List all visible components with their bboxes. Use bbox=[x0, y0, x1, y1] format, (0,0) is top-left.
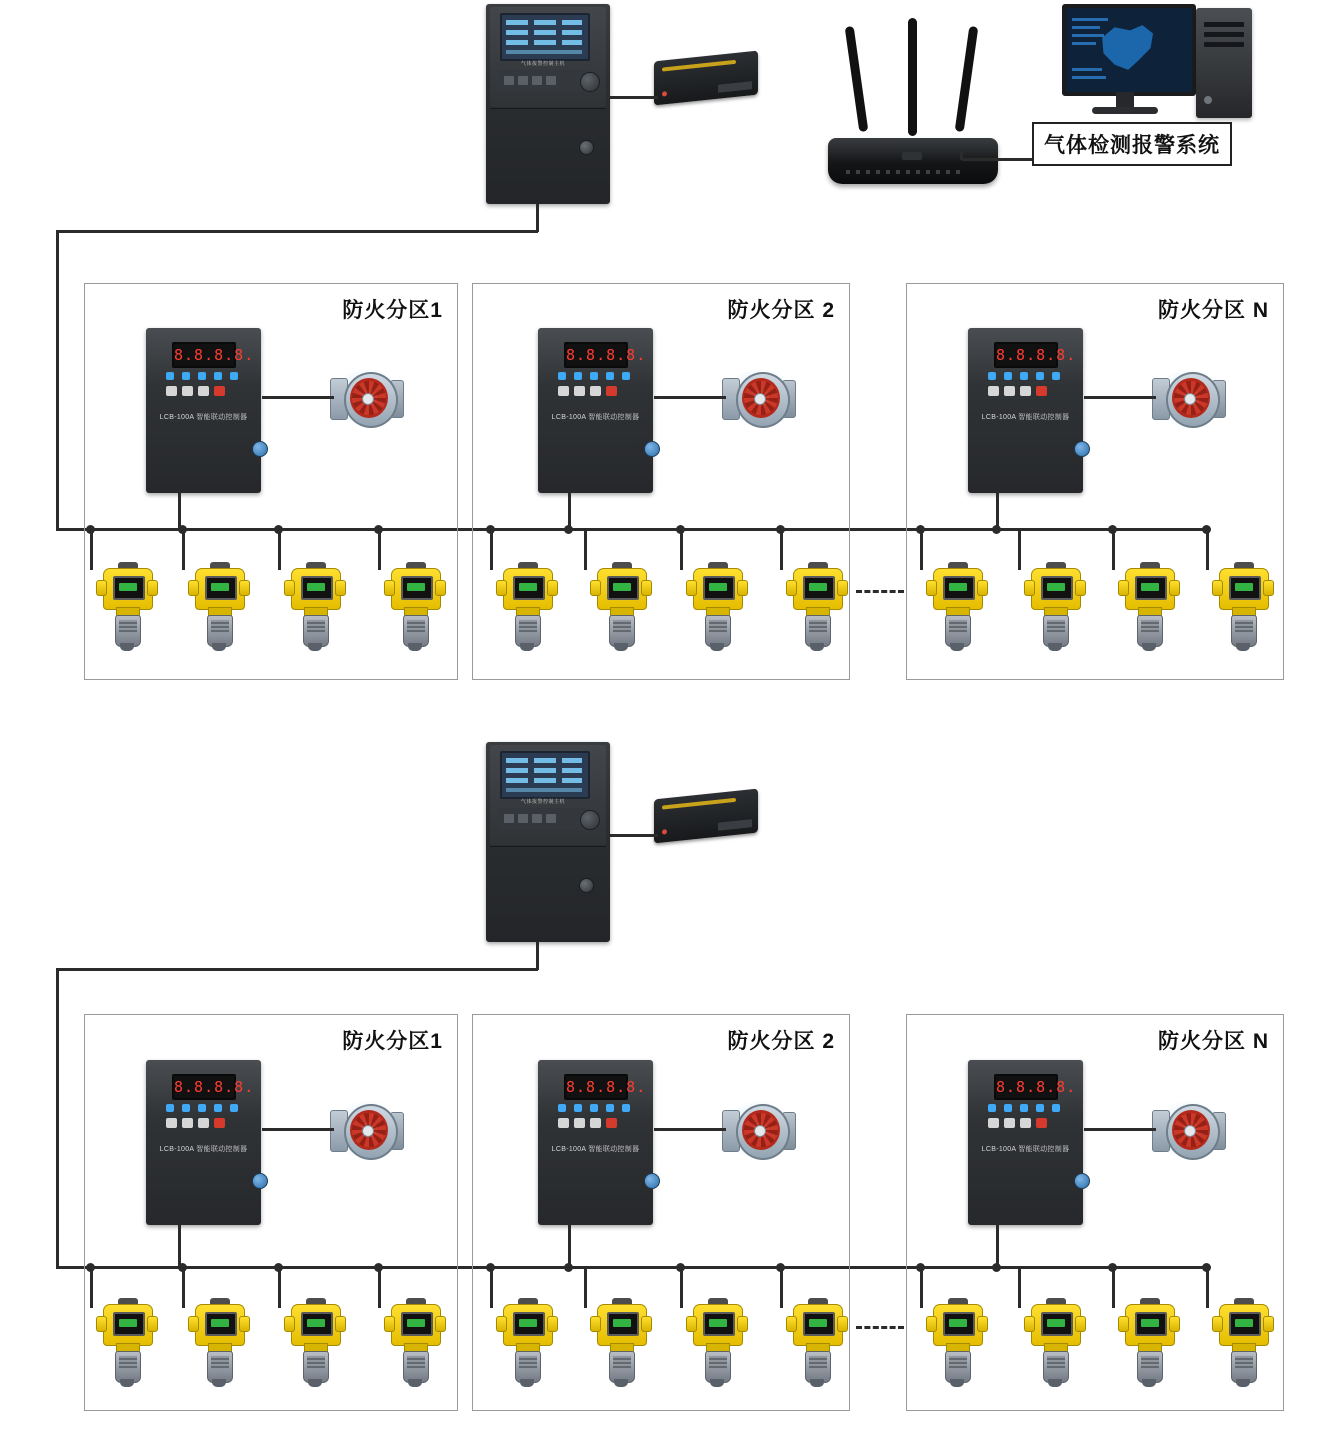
tower-power-button[interactable] bbox=[1204, 96, 1212, 104]
panel-divider bbox=[490, 108, 606, 109]
controller-port-1 bbox=[252, 441, 268, 457]
gas-detector bbox=[590, 566, 652, 652]
wire-controller-fan-4 bbox=[262, 1128, 334, 1131]
wire-controller-fan-3 bbox=[1084, 396, 1156, 399]
panel-button-row bbox=[498, 70, 590, 92]
wire-panel-to-module bbox=[610, 96, 658, 99]
linkage-controller-2 bbox=[538, 328, 653, 493]
controller-model-5: LCB-100A 智能联动控制器 bbox=[551, 1146, 640, 1153]
panel-lcd-screen bbox=[500, 13, 590, 61]
zone-title-6: 防火分区 N bbox=[1158, 1030, 1269, 1053]
router-logo bbox=[902, 152, 922, 160]
wire-trunk-vertical bbox=[56, 230, 59, 530]
zone-continuation-dashes-2 bbox=[856, 1326, 904, 1329]
zone-continuation-dashes-1 bbox=[856, 590, 904, 593]
gas-detector bbox=[284, 1302, 346, 1388]
monitor-neck bbox=[1116, 92, 1134, 108]
controller-model-6: LCB-100A 智能联动控制器 bbox=[981, 1146, 1070, 1153]
exhaust-fan-4 bbox=[330, 1100, 404, 1160]
panel-lock-icon-2 bbox=[579, 878, 594, 893]
wire-panel-trunk-down-2 bbox=[536, 942, 539, 970]
panel-button-row-2 bbox=[498, 808, 590, 830]
gas-detector bbox=[1212, 1302, 1274, 1388]
panel-caption-2: 气体报警控制主机 bbox=[520, 799, 565, 805]
router-antenna-left bbox=[845, 26, 869, 132]
controller-display-2: 8.8.8.8. bbox=[564, 342, 628, 368]
system-title-label: 气体检测报警系统 bbox=[1032, 122, 1232, 166]
exhaust-fan-1 bbox=[330, 368, 404, 428]
zone-title-3: 防火分区 N bbox=[1158, 299, 1269, 322]
wire-controller-fan-5 bbox=[654, 1128, 726, 1131]
module-stripe bbox=[662, 60, 736, 72]
controller-port-6 bbox=[1074, 1173, 1090, 1189]
monitor-base bbox=[1092, 107, 1158, 114]
gas-detector bbox=[1024, 566, 1086, 652]
controller-display-6: 8.8.8.8. bbox=[994, 1074, 1058, 1100]
exhaust-fan-5 bbox=[722, 1100, 796, 1160]
linkage-controller-1 bbox=[146, 328, 261, 493]
wire-router-to-system bbox=[962, 158, 1032, 161]
gas-detector bbox=[188, 566, 250, 652]
gas-detector bbox=[786, 1302, 848, 1388]
gas-detector bbox=[284, 566, 346, 652]
router-body bbox=[828, 138, 998, 184]
wire-controller-fan-2 bbox=[654, 396, 726, 399]
wire-controller-fan-1 bbox=[262, 396, 334, 399]
panel-caption: 气体报警控制主机 bbox=[520, 61, 565, 67]
communication-module-2 bbox=[654, 789, 758, 844]
gas-detector bbox=[590, 1302, 652, 1388]
wire-router-riser bbox=[960, 152, 963, 160]
communication-module bbox=[654, 51, 758, 106]
panel-lock-icon bbox=[579, 140, 594, 155]
wire-panel-trunk-down bbox=[536, 204, 539, 232]
module-led bbox=[662, 91, 667, 97]
gas-detector bbox=[1024, 1302, 1086, 1388]
china-map-graphic bbox=[1096, 22, 1158, 74]
controller-model-4: LCB-100A 智能联动控制器 bbox=[159, 1146, 248, 1153]
panel-knob[interactable] bbox=[580, 72, 600, 92]
zone-title-2: 防火分区 2 bbox=[727, 299, 835, 322]
linkage-controller-4 bbox=[146, 1060, 261, 1225]
module-ports bbox=[718, 81, 752, 93]
gas-detector bbox=[686, 566, 748, 652]
panel-lcd-screen-2 bbox=[500, 751, 590, 799]
gas-detector bbox=[384, 1302, 446, 1388]
zone-title-1: 防火分区1 bbox=[342, 299, 443, 322]
gas-detector bbox=[786, 566, 848, 652]
controller-model-2: LCB-100A 智能联动控制器 bbox=[551, 414, 640, 421]
controller-display-4: 8.8.8.8. bbox=[172, 1074, 236, 1100]
controller-model-1: LCB-100A 智能联动控制器 bbox=[159, 414, 248, 421]
gas-detector bbox=[926, 1302, 988, 1388]
exhaust-fan-2 bbox=[722, 368, 796, 428]
router-antenna-middle bbox=[908, 18, 917, 136]
gas-detector bbox=[496, 1302, 558, 1388]
controller-port-3 bbox=[1074, 441, 1090, 457]
exhaust-fan-6 bbox=[1152, 1100, 1226, 1160]
wire-panel-trunk-left bbox=[56, 230, 538, 233]
linkage-controller-5 bbox=[538, 1060, 653, 1225]
zone-title-5: 防火分区 2 bbox=[727, 1030, 835, 1053]
controller-display-5: 8.8.8.8. bbox=[564, 1074, 628, 1100]
wire-panel-to-module-2 bbox=[610, 834, 658, 837]
fire-alarm-panel bbox=[486, 4, 610, 204]
controller-display-1: 8.8.8.8. bbox=[172, 342, 236, 368]
pc-tower bbox=[1196, 8, 1252, 118]
gas-detector bbox=[1212, 566, 1274, 652]
monitor bbox=[1062, 4, 1198, 118]
monitor-screen bbox=[1062, 4, 1196, 96]
exhaust-fan-3 bbox=[1152, 368, 1226, 428]
gas-detector bbox=[1118, 566, 1180, 652]
gas-detector bbox=[686, 1302, 748, 1388]
controller-port-5 bbox=[644, 1173, 660, 1189]
linkage-controller-6 bbox=[968, 1060, 1083, 1225]
controller-display-3: 8.8.8.8. bbox=[994, 342, 1058, 368]
fire-alarm-panel-2 bbox=[486, 742, 610, 942]
controller-port-2 bbox=[644, 441, 660, 457]
gas-detector bbox=[926, 566, 988, 652]
gas-detector bbox=[96, 1302, 158, 1388]
panel-knob-2[interactable] bbox=[580, 810, 600, 830]
zone-title-4: 防火分区1 bbox=[342, 1030, 443, 1053]
gas-detector bbox=[96, 566, 158, 652]
controller-model-3: LCB-100A 智能联动控制器 bbox=[981, 414, 1070, 421]
gas-detector bbox=[1118, 1302, 1180, 1388]
wire-trunk-vertical-2 bbox=[56, 968, 59, 1268]
gas-detector bbox=[188, 1302, 250, 1388]
wire-panel-trunk-left-2 bbox=[56, 968, 538, 971]
gas-detector bbox=[496, 566, 558, 652]
gas-detector bbox=[384, 566, 446, 652]
wire-controller-fan-6 bbox=[1084, 1128, 1156, 1131]
controller-port-4 bbox=[252, 1173, 268, 1189]
router-antenna-right bbox=[955, 26, 979, 132]
linkage-controller-3 bbox=[968, 328, 1083, 493]
